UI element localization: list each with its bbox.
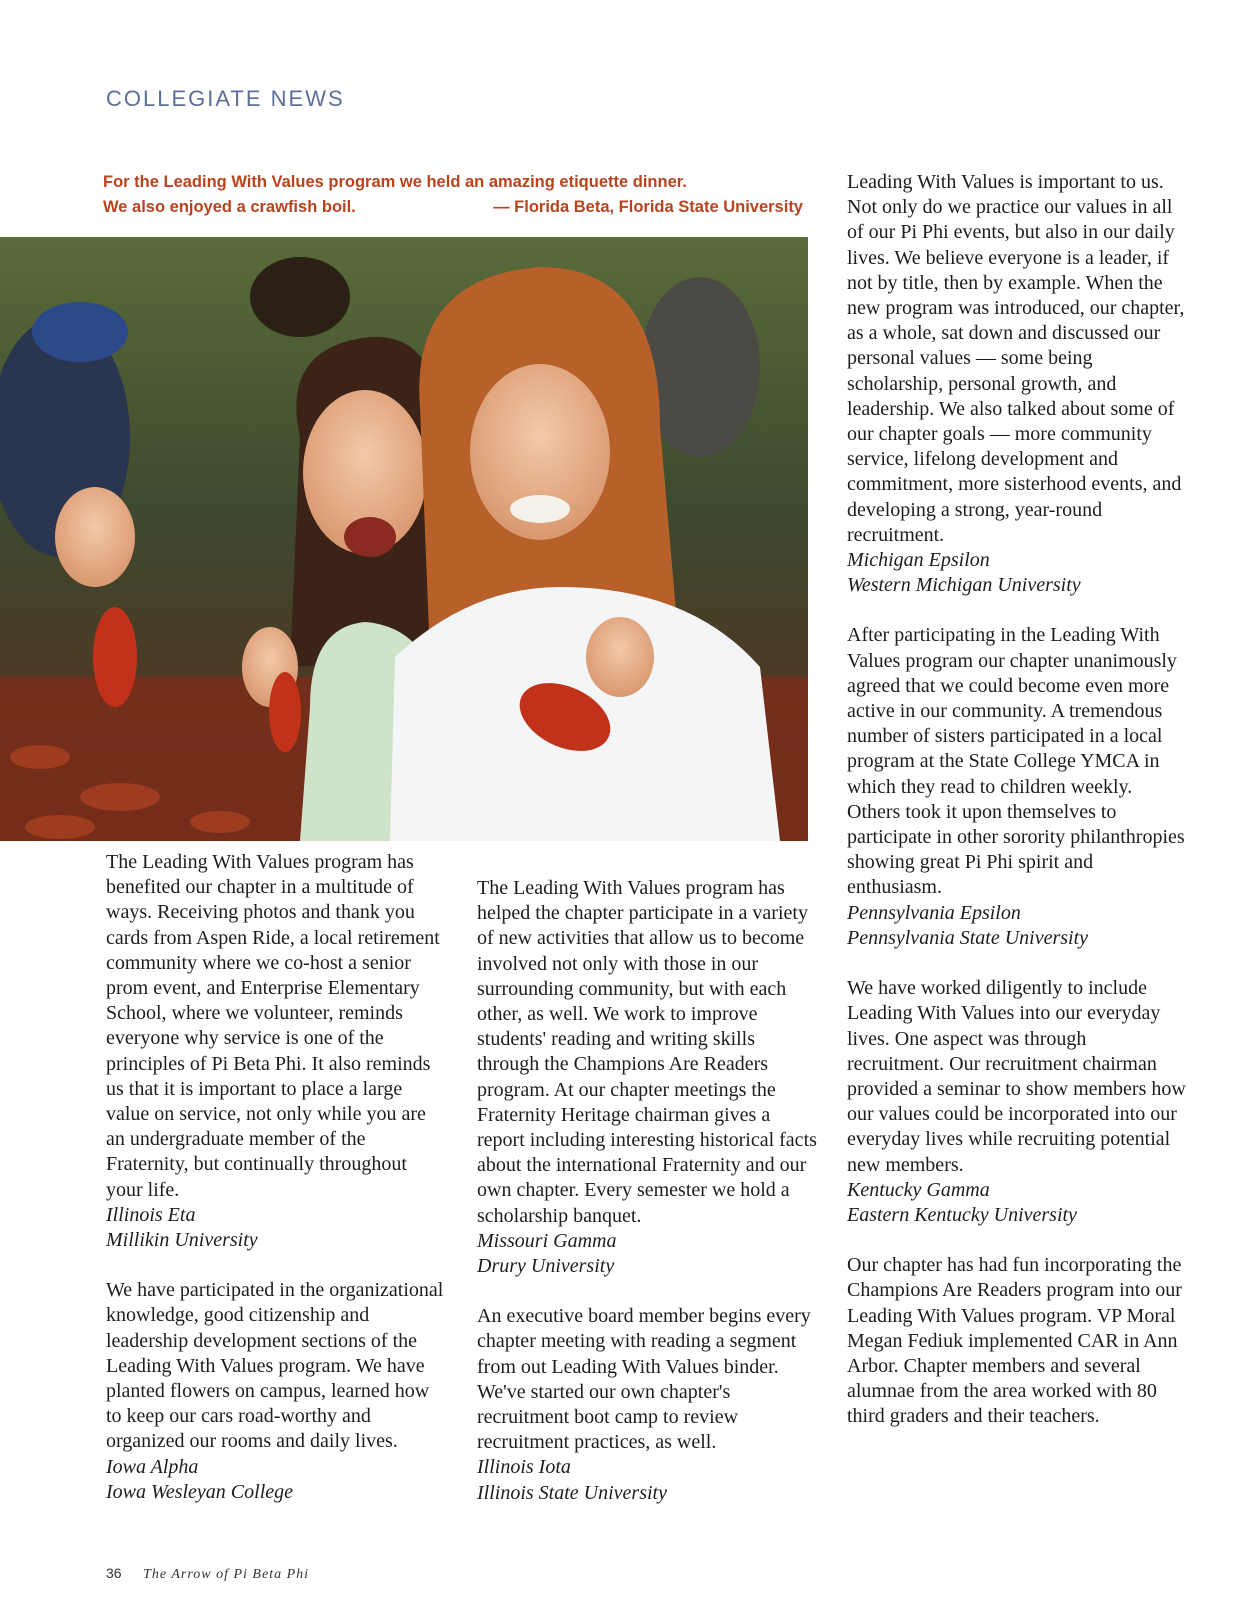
- article-entry: [847, 170, 1187, 598]
- pull-quote-line-1: [103, 170, 803, 195]
- article-entry: [106, 850, 446, 1253]
- magazine-title: The Arrow of Pi Beta Phi: [143, 1567, 310, 1582]
- pull-quote: [103, 170, 803, 220]
- article-entry: [847, 623, 1187, 951]
- pull-quote-text-1: For the Leading With Values program we held an amazing etiquette dinner.: [103, 173, 687, 191]
- column-left: [106, 850, 446, 1530]
- entry-text: After participating in the Leading With Values program our chapter unanimously agreed that we could become even more active in our community. A tremendous number of sisters participated in a local program at the State College YMCA in which they read to children weekly. Others took it upon themselves to participate in other sorority philanthropies showing great Pi Phi spirit and enthusiasm.: [847, 624, 1185, 899]
- column-right: [847, 170, 1187, 1455]
- chapter-name: Michigan Epsilon: [847, 549, 990, 572]
- article-entry: [477, 1304, 817, 1506]
- entry-text: The Leading With Values program has benefited our chapter in a multitude of ways. Receiving photos and thank you cards from Aspen Ride, a local retirement community where we co-host a senior prom event, and Enterprise Elementary School, where we volunteer, reminds everyone why service is one of the principles of Pi Beta Phi. It also reminds us that it is important to place a large value on service, not only while you are an undergraduate member of the Fraternity, but continually throughout your life.: [106, 851, 440, 1201]
- pull-quote-text-2: We also enjoyed a crawfish boil.: [103, 198, 356, 216]
- article-entry: [847, 1253, 1187, 1429]
- pull-quote-attribution: — Florida Beta, Florida State University: [493, 198, 803, 216]
- chapter-name: Pennsylvania Epsilon: [847, 901, 1021, 924]
- school-name: Western Michigan University: [847, 574, 1081, 597]
- school-name: Drury University: [477, 1255, 615, 1278]
- entry-text: The Leading With Values program has helped the chapter participate in a variety of new activities that allow us to become involved not only with those in our surrounding community, but with each other, as well. We work to improve students' reading and writing skills through the Champions Are Readers program. At our chapter meetings the Fraternity Heritage chairman gives a report including interesting historical facts about the international Fraternity and our own chapter. Every semester we hold a scholarship banquet.: [477, 877, 817, 1227]
- article-entry: [477, 876, 817, 1279]
- chapter-name: Illinois Eta: [106, 1203, 196, 1226]
- crawfish-boil-photo: [0, 237, 808, 841]
- chapter-name: Iowa Alpha: [106, 1455, 199, 1478]
- section-title: COLLEGIATE NEWS: [106, 86, 345, 111]
- photo-illustration: [0, 237, 808, 841]
- school-name: Illinois State University: [477, 1481, 667, 1504]
- entry-text: Leading With Values is important to us. Not only do we practice our values in all of our Pi Phi events, but also in our daily lives. We believe everyone is a leader, if not by title, then by example. When the new program was introduced, our chapter, as a whole, sat down and discussed our personal values — some being scholarship, personal growth, and leadership. We also talked about some of our chapter goals — more community service, lifelong development and commitment, more sisterhood events, and developing a strong, year-round recruitment.: [847, 171, 1185, 546]
- chapter-name: Kentucky Gamma: [847, 1178, 990, 1201]
- school-name: Iowa Wesleyan College: [106, 1480, 294, 1503]
- chapter-name: Missouri Gamma: [477, 1229, 617, 1252]
- entry-text: Our chapter has had fun incorporating the Champions Are Readers program into our Leading With Values program. VP Moral Megan Fediuk implemented CAR in Ann Arbor. Chapter members and several alumnae from the area worked with 80 third graders and their teachers.: [847, 1254, 1182, 1428]
- article-entry: [847, 976, 1187, 1228]
- page-footer: [106, 1565, 309, 1583]
- article-entry: [106, 1278, 446, 1505]
- page-number: 36: [106, 1565, 122, 1581]
- pull-quote-line-2: [103, 195, 803, 220]
- column-middle: [477, 876, 817, 1531]
- entry-text: We have worked diligently to include Leading With Values into our everyday lives. One aspect was through recruitment. Our recruitment chairman provided a seminar to show members how our values could be incorporated into our everyday lives while recruiting potential new members.: [847, 977, 1186, 1176]
- entry-text: An executive board member begins every chapter meeting with reading a segment from out Leading With Values binder. We've started our own chapter's recruitment boot camp to review recruitment practices, as well.: [477, 1305, 811, 1454]
- entry-text: We have participated in the organizational knowledge, good citizenship and leadership development sections of the Leading With Values program. We have planted flowers on campus, learned how to keep our cars road-worthy and organized our rooms and daily lives.: [106, 1279, 444, 1453]
- school-name: Pennsylvania State University: [847, 926, 1089, 949]
- school-name: Eastern Kentucky University: [847, 1203, 1077, 1226]
- chapter-name: Illinois Iota: [477, 1456, 571, 1479]
- school-name: Millikin University: [106, 1229, 258, 1252]
